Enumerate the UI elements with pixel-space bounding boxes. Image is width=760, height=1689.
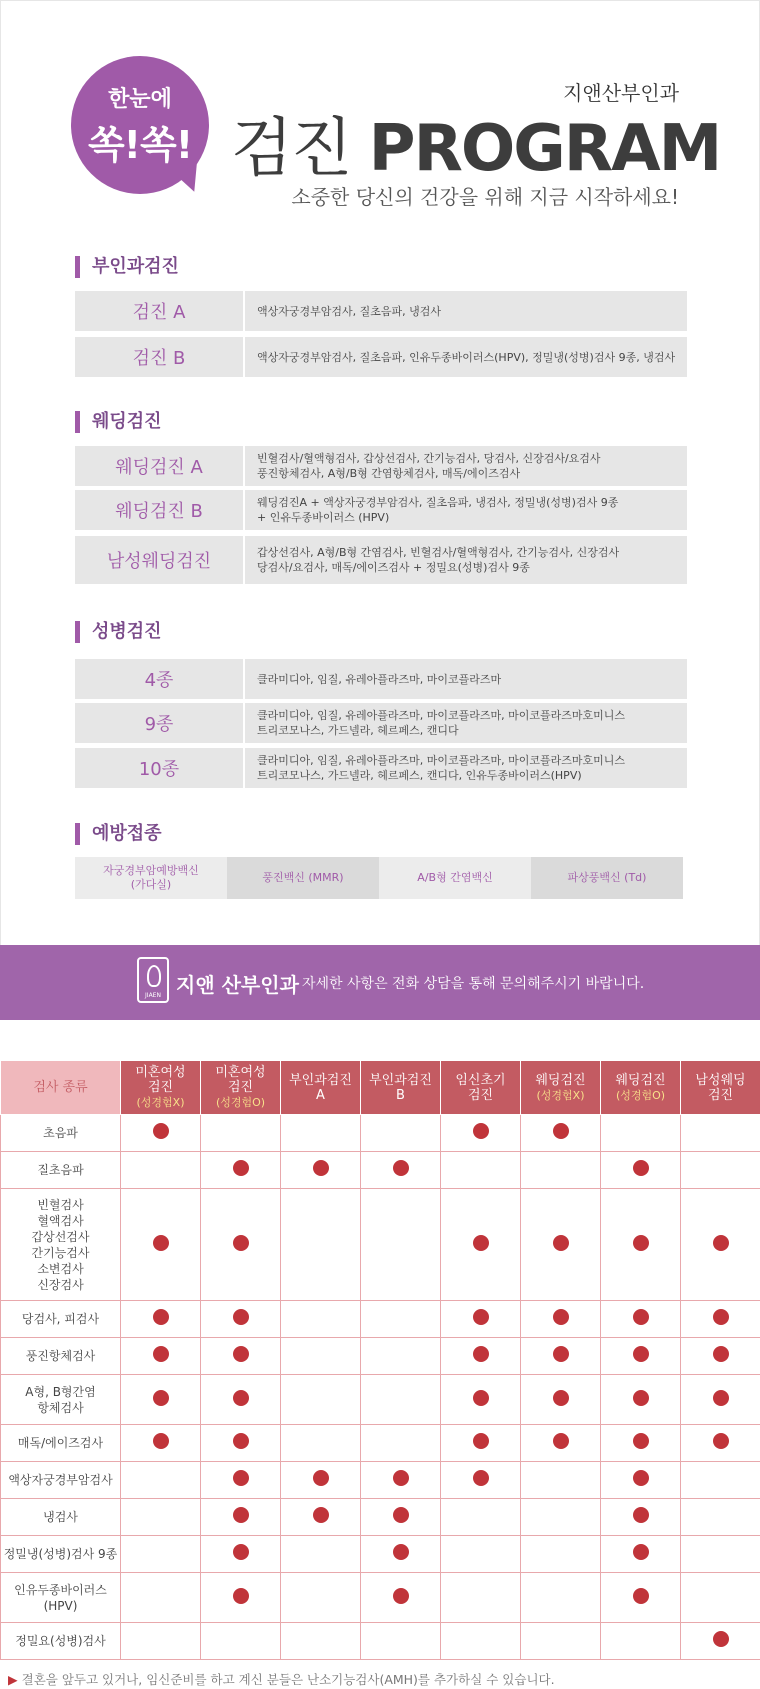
logo-mark-icon	[147, 965, 161, 987]
column-header: 부인과검진 B	[361, 1061, 441, 1115]
row-label: 매독/에이즈검사	[1, 1425, 121, 1462]
table-cell	[601, 1425, 681, 1462]
included-dot-icon	[473, 1346, 489, 1362]
column-header: 미혼여성 검진 (성경험O)	[201, 1061, 281, 1115]
table-row	[1, 1499, 760, 1536]
table-cell	[361, 1189, 441, 1301]
clinic-logo	[137, 957, 169, 1003]
table-cell	[201, 1499, 281, 1536]
table-cell	[601, 1152, 681, 1189]
table-row	[1, 1338, 760, 1375]
vaccine-item: A/B형 간염백신	[379, 857, 531, 899]
program-name: 10종	[75, 748, 243, 788]
table-cell	[361, 1115, 441, 1152]
included-dot-icon	[153, 1346, 169, 1362]
included-dot-icon	[233, 1160, 249, 1176]
program-description	[245, 291, 687, 331]
table-cell	[441, 1152, 521, 1189]
included-dot-icon	[233, 1433, 249, 1449]
included-dot-icon	[153, 1123, 169, 1139]
table-cell	[601, 1573, 681, 1623]
included-dot-icon	[633, 1160, 649, 1176]
included-dot-icon	[633, 1544, 649, 1560]
table-cell	[681, 1462, 760, 1499]
table-cell	[201, 1189, 281, 1301]
table-row	[1, 1375, 760, 1425]
table-cell	[201, 1425, 281, 1462]
program-description-text: 웨딩검진A + 액상자궁경부암검사, 질초음파, 냉검사, 정밀냉(성병)검사 9종 + 인유두종바이러스 (HPV)	[257, 496, 619, 524]
banner-clinic-name: 지앤 산부인과	[176, 973, 299, 997]
table-cell	[521, 1189, 601, 1301]
table-row	[1, 1189, 760, 1301]
included-dot-icon	[473, 1433, 489, 1449]
program-description-text: 빈혈검사/혈액형검사, 갑상선검사, 간기능검사, 당검사, 신장검사/요검사 풍진항체검사, A형/B형 간염항체검사, 매독/에이즈검사	[257, 452, 601, 480]
table-cell	[201, 1152, 281, 1189]
table-cell	[121, 1462, 201, 1499]
table-cell	[601, 1536, 681, 1573]
program-name: 검진 B	[75, 337, 243, 377]
column-header-note: (성경험X)	[136, 1096, 185, 1109]
included-dot-icon	[233, 1235, 249, 1251]
included-dot-icon	[473, 1470, 489, 1486]
table-body	[1, 1115, 760, 1660]
table-row	[1, 1152, 760, 1189]
program-row	[75, 703, 687, 743]
included-dot-icon	[713, 1235, 729, 1251]
table-cell	[361, 1573, 441, 1623]
table-cell	[201, 1115, 281, 1152]
program-name: 9종	[75, 703, 243, 743]
table-row	[1, 1462, 760, 1499]
included-dot-icon	[393, 1588, 409, 1604]
program-name: 남성웨딩검진	[75, 536, 243, 584]
table-cell	[681, 1425, 760, 1462]
program-name: 검진 A	[75, 291, 243, 331]
included-dot-icon	[393, 1507, 409, 1523]
program-row	[75, 446, 687, 486]
included-dot-icon	[553, 1433, 569, 1449]
included-dot-icon	[633, 1309, 649, 1325]
table-cell	[441, 1375, 521, 1425]
program-description-text: 액상자궁경부암검사, 질초음파, 냉검사	[257, 304, 442, 318]
row-label: 빈혈검사 혈액검사 갑상선검사 간기능검사 소변검사 신장검사	[1, 1189, 121, 1301]
vaccine-item: 풍진백신 (MMR)	[227, 857, 379, 899]
table-cell	[441, 1623, 521, 1660]
table-header-row	[1, 1061, 760, 1115]
row-label: 냉검사	[1, 1499, 121, 1536]
included-dot-icon	[473, 1390, 489, 1406]
table-cell	[521, 1462, 601, 1499]
section-heading-vaccine: 예방접종	[75, 823, 162, 845]
table-cell	[201, 1573, 281, 1623]
included-dot-icon	[553, 1309, 569, 1325]
program-row	[75, 490, 687, 530]
included-dot-icon	[633, 1507, 649, 1523]
program-description-text: 액상자궁경부암검사, 질초음파, 인유두종바이러스(HPV), 정밀냉(성병)검사 9종, 냉검사	[257, 350, 676, 364]
included-dot-icon	[473, 1123, 489, 1139]
section-heading-std: 성병검진	[75, 621, 162, 643]
table-cell	[121, 1536, 201, 1573]
column-header-note: (성경험X)	[536, 1088, 585, 1102]
table-cell	[601, 1462, 681, 1499]
program-description	[245, 337, 687, 377]
included-dot-icon	[313, 1470, 329, 1486]
table-cell	[681, 1152, 760, 1189]
table-cell	[361, 1425, 441, 1462]
row-label: 정밀냉(성병)검사 9종	[1, 1536, 121, 1573]
table-cell	[441, 1573, 521, 1623]
table-cell	[361, 1301, 441, 1338]
table-cell	[441, 1338, 521, 1375]
table-cell	[681, 1189, 760, 1301]
badge-line1: 한눈에	[108, 87, 172, 112]
badge-line2: 쏙!쏙!	[87, 123, 193, 167]
table-cell	[361, 1623, 441, 1660]
program-description	[245, 659, 687, 699]
banner-message: 자세한 사항은 전화 상담을 통해 문의해주시기 바랍니다.	[302, 976, 645, 992]
table-cell	[121, 1189, 201, 1301]
table-cell	[121, 1115, 201, 1152]
program-row	[75, 536, 687, 584]
title-english: PROGRAM	[368, 112, 721, 186]
program-name: 웨딩검진 A	[75, 446, 243, 486]
program-name: 4종	[75, 659, 243, 699]
included-dot-icon	[633, 1470, 649, 1486]
column-header: 남성웨딩 검진	[681, 1061, 760, 1115]
table-cell	[121, 1623, 201, 1660]
footnote	[8, 1670, 555, 1688]
included-dot-icon	[233, 1470, 249, 1486]
table-cell	[521, 1536, 601, 1573]
table-cell	[281, 1536, 361, 1573]
page-title	[231, 97, 720, 189]
table-cell	[281, 1425, 361, 1462]
table-row	[1, 1573, 760, 1623]
section-heading-wedding: 웨딩검진	[75, 411, 162, 433]
table-cell	[521, 1301, 601, 1338]
table-cell	[601, 1338, 681, 1375]
table-row	[1, 1115, 760, 1152]
included-dot-icon	[713, 1309, 729, 1325]
included-dot-icon	[633, 1588, 649, 1604]
triangle-bullet-icon: ▶	[8, 1672, 18, 1687]
table-cell	[601, 1301, 681, 1338]
program-description-text: 갑상선검사, A형/B형 간염검사, 빈혈검사/혈액형검사, 간기능검사, 신장검사 당검사/요검사, 매독/에이즈검사 + 정밀요(성병)검사 9종	[257, 546, 620, 574]
included-dot-icon	[393, 1160, 409, 1176]
table-row	[1, 1425, 760, 1462]
table-cell	[201, 1301, 281, 1338]
table-row	[1, 1623, 760, 1660]
included-dot-icon	[633, 1390, 649, 1406]
vaccine-list	[75, 857, 683, 899]
included-dot-icon	[153, 1235, 169, 1251]
table-cell	[121, 1301, 201, 1338]
included-dot-icon	[473, 1235, 489, 1251]
program-description	[245, 748, 687, 788]
column-header: 임신초기 검진	[441, 1061, 521, 1115]
included-dot-icon	[233, 1346, 249, 1362]
table-cell	[601, 1189, 681, 1301]
table-cell	[681, 1375, 760, 1425]
included-dot-icon	[713, 1390, 729, 1406]
table-cell	[281, 1301, 361, 1338]
included-dot-icon	[713, 1433, 729, 1449]
table-cell	[681, 1623, 760, 1660]
table-cell	[441, 1115, 521, 1152]
program-row	[75, 337, 687, 377]
vaccine-item: 파상풍백신 (Td)	[531, 857, 683, 899]
program-description	[245, 446, 687, 486]
table-cell	[281, 1573, 361, 1623]
included-dot-icon	[553, 1123, 569, 1139]
table-cell	[521, 1152, 601, 1189]
program-description-text: 클라미디아, 임질, 유레아플라즈마, 마이코플라즈마, 마이코플라즈마호미니스 트리코모나스, 가드넬라, 헤르페스, 캔디다	[257, 709, 626, 737]
row-label: 질초음파	[1, 1152, 121, 1189]
table-cell	[121, 1338, 201, 1375]
table-cell	[201, 1375, 281, 1425]
included-dot-icon	[233, 1309, 249, 1325]
speech-bubble-badge	[71, 56, 209, 194]
column-header: 부인과검진 A	[281, 1061, 361, 1115]
table-cell	[201, 1536, 281, 1573]
row-label: 초음파	[1, 1115, 121, 1152]
table-cell	[121, 1375, 201, 1425]
column-header-note: (성경험O)	[215, 1096, 266, 1109]
included-dot-icon	[393, 1544, 409, 1560]
included-dot-icon	[473, 1309, 489, 1325]
program-description-text: 클라미디아, 임질, 유레아플라즈마, 마이코플라즈마, 마이코플라즈마호미니스 트리코모나스, 가드넬라, 헤르페스, 캔디다, 인유두종바이러스(HPV)	[257, 754, 626, 782]
table-cell	[441, 1425, 521, 1462]
included-dot-icon	[633, 1346, 649, 1362]
program-description	[245, 536, 687, 584]
table-cell	[281, 1375, 361, 1425]
included-dot-icon	[153, 1390, 169, 1406]
table-cell	[441, 1462, 521, 1499]
table-cell	[121, 1425, 201, 1462]
included-dot-icon	[313, 1160, 329, 1176]
table-cell	[281, 1338, 361, 1375]
table-cell	[281, 1189, 361, 1301]
table-cell	[601, 1623, 681, 1660]
included-dot-icon	[553, 1390, 569, 1406]
table-cell	[121, 1499, 201, 1536]
column-header-note: (성경험O)	[615, 1088, 666, 1102]
table-cell	[201, 1623, 281, 1660]
program-description	[245, 490, 687, 530]
table-cell	[121, 1152, 201, 1189]
included-dot-icon	[393, 1470, 409, 1486]
contact-banner	[0, 945, 760, 1020]
included-dot-icon	[713, 1346, 729, 1362]
table-cell	[601, 1375, 681, 1425]
included-dot-icon	[633, 1235, 649, 1251]
clinic-name: 지앤산부인과	[563, 81, 679, 105]
included-dot-icon	[553, 1346, 569, 1362]
table-cell	[601, 1499, 681, 1536]
table-cell	[681, 1301, 760, 1338]
table-cell	[361, 1462, 441, 1499]
column-header: 웨딩검진 (성경험O)	[601, 1061, 681, 1115]
table-cell	[681, 1499, 760, 1536]
program-description	[245, 703, 687, 743]
program-row	[75, 659, 687, 699]
column-header: 미혼여성 검진 (성경험X)	[121, 1061, 201, 1115]
included-dot-icon	[153, 1309, 169, 1325]
row-label: 인유두종바이러스 (HPV)	[1, 1573, 121, 1623]
table-cell	[521, 1623, 601, 1660]
table-cell	[361, 1536, 441, 1573]
table-cell	[281, 1152, 361, 1189]
footnote-text: 결혼을 앞두고 있거나, 임신준비를 하고 계신 분들은 난소기능검사(AMH)를 추가하실 수 있습니다.	[21, 1672, 555, 1687]
table-cell	[681, 1573, 760, 1623]
program-row	[75, 748, 687, 788]
table-cell	[521, 1573, 601, 1623]
included-dot-icon	[233, 1544, 249, 1560]
table-row	[1, 1301, 760, 1338]
table-cell	[521, 1338, 601, 1375]
table-cell	[441, 1499, 521, 1536]
row-label: A형, B형간염 항체검사	[1, 1375, 121, 1425]
row-label: 당검사, 피검사	[1, 1301, 121, 1338]
program-description-text: 클라미디아, 임질, 유레아플라즈마, 마이코플라즈마	[257, 672, 502, 686]
included-dot-icon	[233, 1588, 249, 1604]
included-dot-icon	[713, 1631, 729, 1647]
row-label: 풍진항체검사	[1, 1338, 121, 1375]
column-header: 검사 종류	[1, 1061, 121, 1115]
table-cell	[681, 1115, 760, 1152]
subtitle: 소중한 당신의 건강을 위해 지금 시작하세요!	[291, 185, 679, 209]
table-cell	[361, 1499, 441, 1536]
vaccine-item: 자궁경부암예방백신 (가다실)	[75, 857, 227, 899]
table-row	[1, 1536, 760, 1573]
column-header: 웨딩검진 (성경험X)	[521, 1061, 601, 1115]
row-label: 정밀요(성병)검사	[1, 1623, 121, 1660]
exam-comparison-table	[0, 1060, 760, 1660]
table-cell	[281, 1499, 361, 1536]
table-cell	[521, 1375, 601, 1425]
title-korean: 검진	[231, 112, 351, 186]
table-cell	[441, 1536, 521, 1573]
table-cell	[441, 1301, 521, 1338]
table-cell	[601, 1115, 681, 1152]
included-dot-icon	[633, 1433, 649, 1449]
included-dot-icon	[313, 1507, 329, 1523]
section-heading-gyn: 부인과검진	[75, 256, 179, 278]
table-cell	[681, 1536, 760, 1573]
included-dot-icon	[553, 1235, 569, 1251]
table-cell	[281, 1623, 361, 1660]
table-cell	[121, 1573, 201, 1623]
table-cell	[521, 1425, 601, 1462]
table-cell	[521, 1115, 601, 1152]
included-dot-icon	[233, 1507, 249, 1523]
table-cell	[441, 1189, 521, 1301]
program-name: 웨딩검진 B	[75, 490, 243, 530]
table-cell	[281, 1462, 361, 1499]
table-cell	[281, 1115, 361, 1152]
included-dot-icon	[153, 1433, 169, 1449]
table-cell	[201, 1338, 281, 1375]
table-cell	[521, 1499, 601, 1536]
table-cell	[681, 1338, 760, 1375]
included-dot-icon	[233, 1390, 249, 1406]
table-cell	[201, 1462, 281, 1499]
logo-text: JIAEN	[145, 992, 161, 999]
table-cell	[361, 1375, 441, 1425]
table-cell	[361, 1338, 441, 1375]
table-cell	[361, 1152, 441, 1189]
program-row	[75, 291, 687, 331]
row-label: 액상자궁경부암검사	[1, 1462, 121, 1499]
